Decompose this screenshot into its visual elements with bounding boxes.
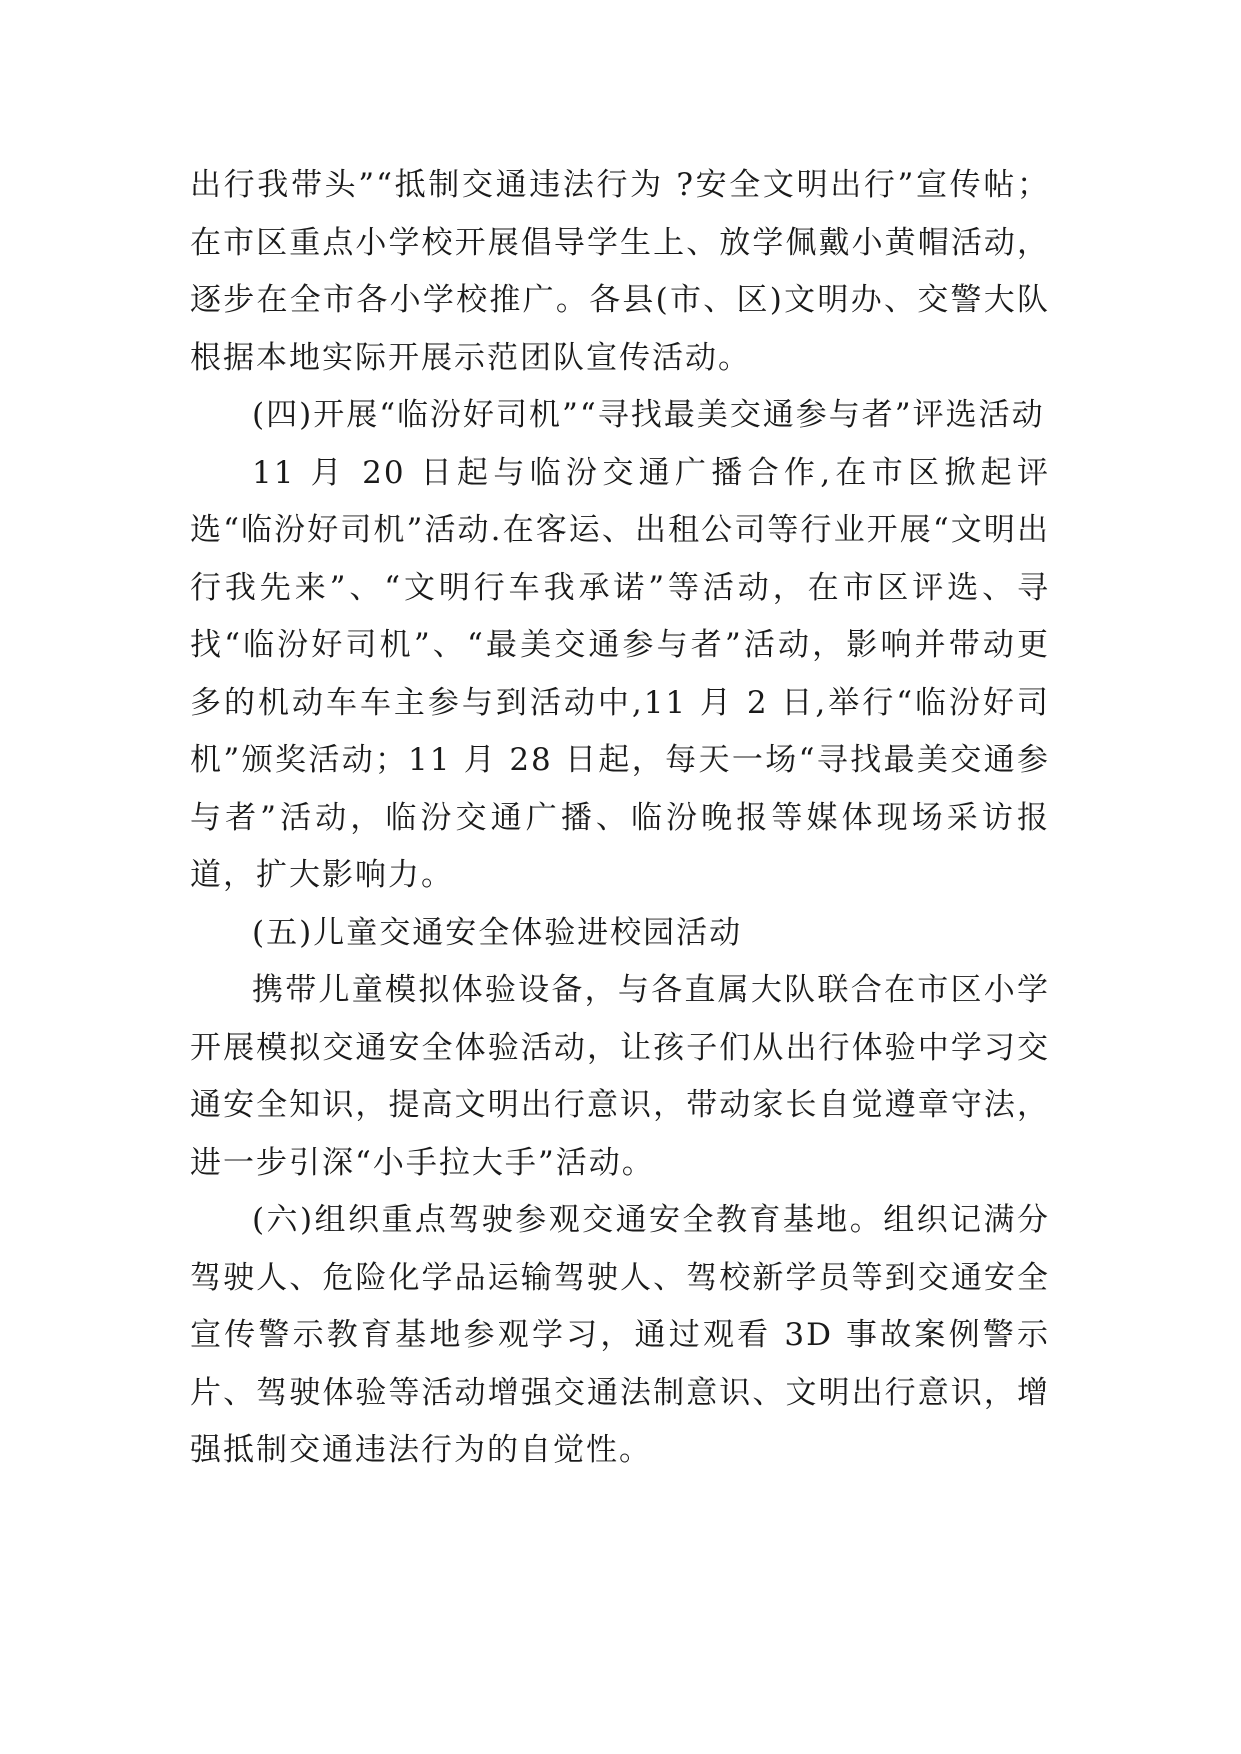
paragraph-good-driver: 11 月 20 日起与临汾交通广播合作,在市区掀起评选“临汾好司机”活动.在客运、出租公司等行业开展“文明出行我先来”、“文明行车我承诺”等活动，在市区评选、寻找“临汾好司机”、“最美交通参与者”活动，影响并带动更多的机动车车主参与到活动中,11 月 2 日,举行“临汾好司机”颁奖活动；11 月 28 日起，每天一场“寻找最美交通参与者”活动，临汾交通广播、临汾晚报等媒体现场采访报道，扩大影响力。 [190,454,1050,893]
section-heading-4: (四)开展“临汾好司机”“寻找最美交通参与者”评选活动 [252,397,1045,433]
paragraph-continuation: 出行我带头”“抵制交通违法行为 ?安全文明出行”宣传帖；在市区重点小学校开展倡导学生上、放学佩戴小黄帽活动，逐步在全市各小学校推广。各县(市、区)文明办、交警大队根据本地实际开展示范团队宣传活动。 [190,167,1050,376]
paragraph-education-base: (六)组织重点驾驶参观交通安全教育基地。组织记满分驾驶人、危险化学品运输驾驶人、驾校新学员等到交通安全宣传警示教育基地参观学习，通过观看 3D 事故案例警示片、驾驶体验等活动增强交通法制意识、文明出行意识，增强抵制交通违法行为的自觉性。 [190,1202,1050,1468]
paragraph-school-experience: 携带儿童模拟体验设备，与各直属大队联合在市区小学开展模拟交通安全体验活动，让孩子们从出行体验中学习交通安全知识，提高文明出行意识，带动家长自觉遵章守法，进一步引深“小手拉大手”活动。 [190,972,1050,1181]
section-heading-5: (五)儿童交通安全体验进校园活动 [252,914,743,951]
document-body [190,157,1050,1480]
